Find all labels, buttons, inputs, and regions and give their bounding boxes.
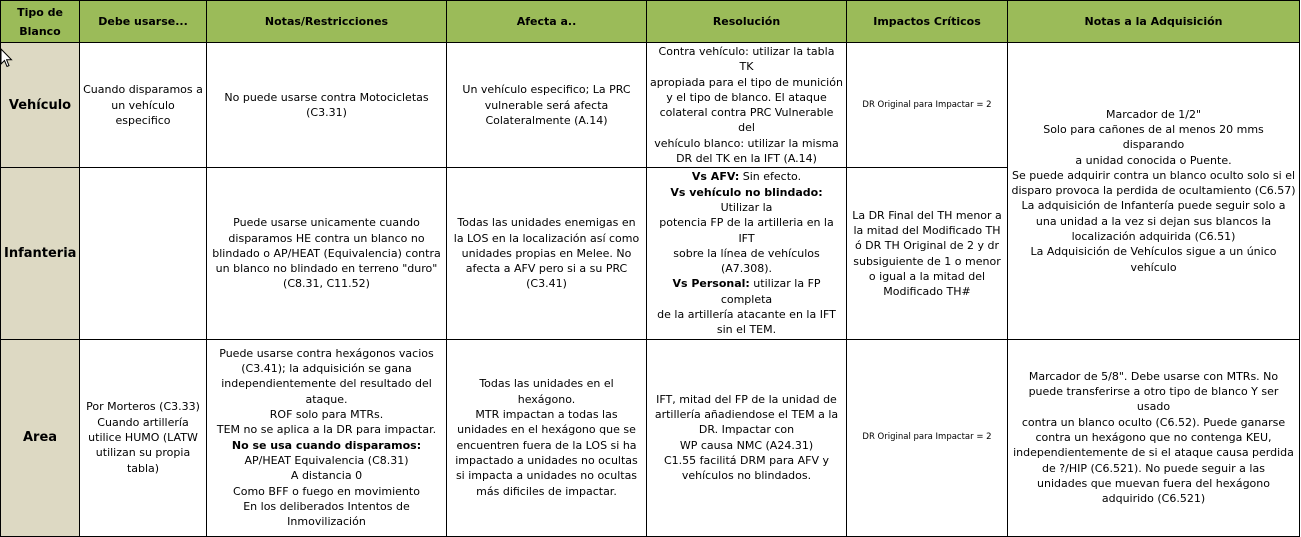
res-afv-label: Vs AFV: bbox=[691, 170, 740, 184]
header-debe-usarse: Debe usarse... bbox=[80, 1, 207, 43]
res-personal-label: Vs Personal: bbox=[672, 277, 750, 291]
res-no-blindado-label: Vs vehículo no blindado: bbox=[670, 185, 823, 199]
notas-no-se-usa-label: No se usa cuando disparamos: bbox=[231, 438, 422, 452]
cell-infanteria-debe bbox=[80, 168, 207, 339]
cell-infanteria-impactos: La DR Final del TH menor a la mitad del Modificado TH ó DR TH Original de 2 y dr subsiguiente de 1 o menor o igual a la mitad del Modificado TH# bbox=[847, 168, 1008, 339]
cell-infanteria-afecta: Todas las unidades enemigas en la LOS en la localización así como unidades propias en Melee. No afecta a AFV pero si a su PRC (C3.41) bbox=[447, 168, 647, 339]
row-label-infanteria: Infanteria bbox=[1, 168, 80, 339]
cell-vehiculo-impactos: DR Original para Impactar = 2 bbox=[847, 43, 1008, 168]
cell-area-impactos: DR Original para Impactar = 2 bbox=[847, 339, 1008, 536]
header-afecta-a: Afecta a.. bbox=[447, 1, 647, 43]
cell-area-adquisicion: Marcador de 5/8". Debe usarse con MTRs. No puede transferirse a otro tipo de blanco Y ser usado contra un blanco oculto (C6.52). Puede ganarse contra un hexágono que no contenga KEU, independientemente de si el ataque causa perdida de ?/HIP (C6.521). No puede seguir a las unidades que muevan fuera del hexágono adquirido (C6.521) bbox=[1008, 339, 1300, 536]
cell-adquisicion-vehiculo-infanteria: Marcador de 1/2" Solo para cañones de al menos 20 mms disparando a unidad conocida o Puente. Se puede adquirir contra un blanco oculto solo si el disparo provoca la perdida de ocultamiento (C6.57) La adquisición de Infantería puede seguir solo a una unidad a la vez si dejan sus blancos la localización adquirida (C6.51) La Adquisición de Vehículos sigue a un único vehículo bbox=[1008, 43, 1300, 340]
header-notas-restricciones: Notas/Restricciones bbox=[207, 1, 447, 43]
row-area bbox=[1, 339, 1300, 536]
cell-infanteria-notas: Puede usarse unicamente cuando disparamos HE contra un blanco no blindado o AP/HEAT (Equivalencia) contra un blanco no blindado en terreno "duro" (C8.31, C11.52) bbox=[207, 168, 447, 339]
row-label-area: Area bbox=[1, 339, 80, 536]
header-resolucion: Resolución bbox=[647, 1, 847, 43]
cell-vehiculo-afecta: Un vehículo especifico; La PRC vulnerable será afecta Colateralmente (A.14) bbox=[447, 43, 647, 168]
cell-vehiculo-resolucion: Contra vehículo: utilizar la tabla TK apropiada para el tipo de munición y el tipo de blanco. El ataque colateral contra PRC Vulnerable del vehículo blanco: utilizar la misma DR del TK en la IFT (A.14) bbox=[647, 43, 847, 168]
cell-infanteria-resolucion: Vs AFV: Sin efecto. Vs vehículo no blindado: Utilizar la potencia FP de la artilleria en la IFT sobre la línea de vehículos (A7.308). Vs Personal: utilizar la FP completa de la artillería atacante en la IFT sin el TEM. bbox=[647, 168, 847, 339]
row-label-vehiculo: Vehículo bbox=[1, 43, 80, 168]
cell-area-resolucion: IFT, mitad del FP de la unidad de artillería añadiendose el TEM a la DR. Impactar con WP causa NMC (A24.31) C1.55 facilitá DRM para AFV y vehículos no blindados. bbox=[647, 339, 847, 536]
cell-vehiculo-debe: Cuando disparamos a un vehículo especifico bbox=[80, 43, 207, 168]
cell-area-debe: Por Morteros (C3.33) Cuando artillería utilice HUMO (LATW utilizan su propia tabla) bbox=[80, 339, 207, 536]
row-vehiculo bbox=[1, 43, 1300, 168]
header-tipo-de-blanco: Tipo de Blanco bbox=[1, 1, 80, 43]
cell-area-notas: Puede usarse contra hexágonos vacios (C3.41); la adquisición se gana independientemente del resultado del ataque. ROF solo para MTRs. TEM no se aplica a la DR para impactar. No se usa cuando disparamos: AP/HEAT Equivalencia (C8.31) A distancia 0 Como BFF o fuego en movimiento En los deliberados Intentos de Inmovilización bbox=[207, 339, 447, 536]
header-notas-adquisicion: Notas a la Adquisición bbox=[1008, 1, 1300, 43]
header-impactos-criticos: Impactos Críticos bbox=[847, 1, 1008, 43]
header-row bbox=[1, 1, 1300, 43]
cell-area-afecta: Todas las unidades en el hexágono. MTR impactan a todas las unidades en el hexágono que se encuentren fuera de la LOS si ha impactado a unidades no ocultas si impacta a unidades no ocultas más dificiles de impactar. bbox=[447, 339, 647, 536]
mouse-pointer-icon bbox=[0, 48, 14, 68]
cell-vehiculo-notas: No puede usarse contra Motocicletas (C3.31) bbox=[207, 43, 447, 168]
